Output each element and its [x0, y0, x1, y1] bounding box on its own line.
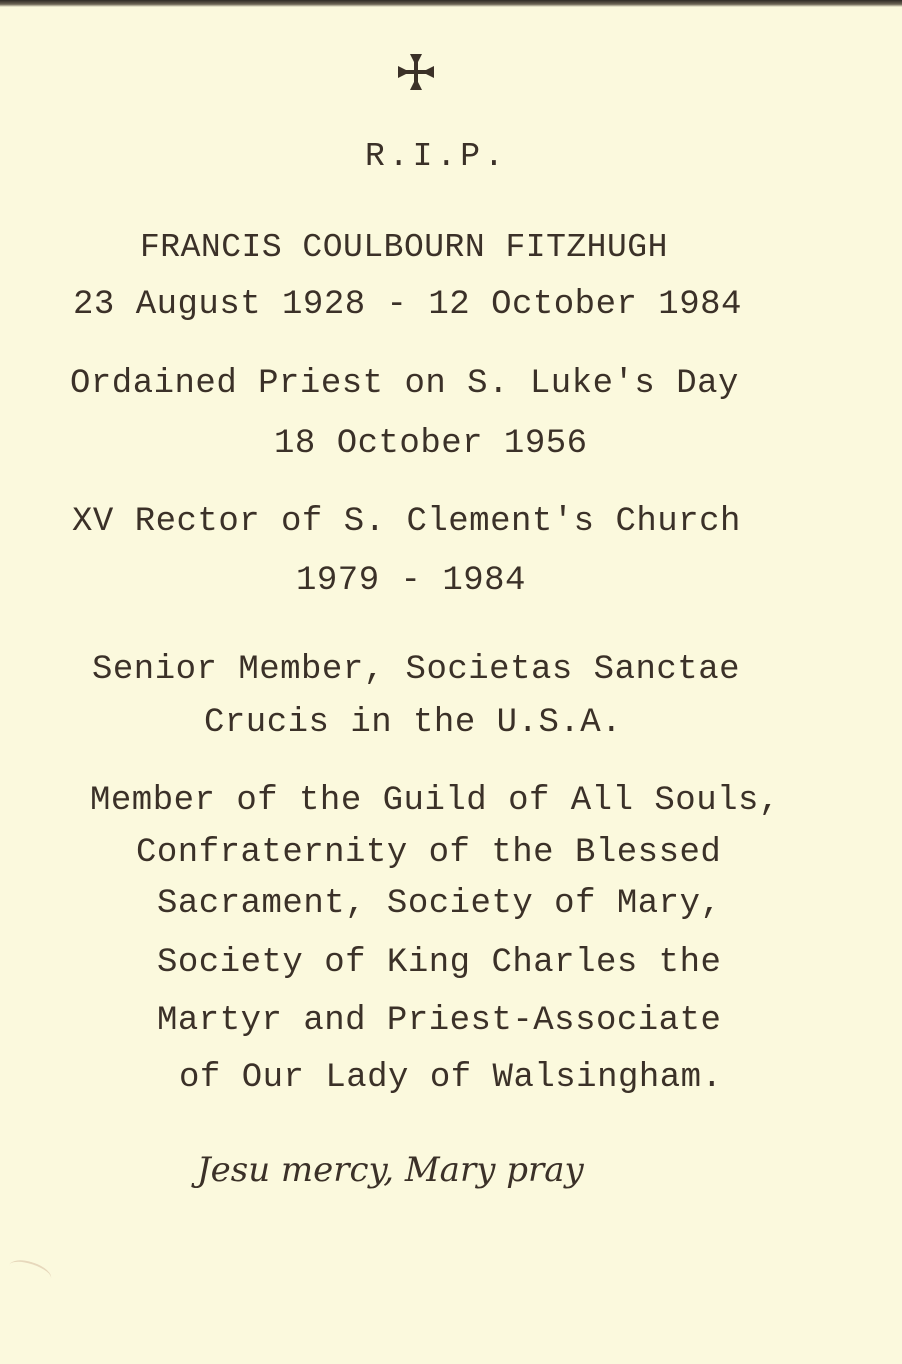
senior-member-line: Senior Member, Societas Sanctae — [92, 651, 741, 689]
membership-line: Sacrament, Society of Mary, — [157, 885, 722, 923]
rector-line: XV Rector of S. Clement's Church — [72, 503, 741, 541]
senior-member-line: Crucis in the U.S.A. — [204, 704, 623, 742]
rector-years: 1979 - 1984 — [296, 562, 526, 600]
membership-line: of Our Lady of Walsingham. — [179, 1059, 723, 1097]
membership-line: Society of King Charles the — [157, 944, 722, 982]
ordination-line: Ordained Priest on S. Luke's Day — [70, 365, 739, 403]
membership-line: Martyr and Priest-Associate — [157, 1002, 722, 1040]
paper-smudge — [6, 1256, 54, 1289]
life-dates: 23 August 1928 - 12 October 1984 — [73, 286, 742, 324]
ordination-date: 18 October 1956 — [274, 425, 588, 463]
deceased-name: FRANCIS COULBOURN FITZHUGH — [140, 229, 668, 266]
membership-line: Member of the Guild of All Souls, — [90, 782, 780, 820]
closing-prayer: Jesu mercy, Mary pray — [197, 1150, 584, 1190]
membership-line: Confraternity of the Blessed — [136, 834, 722, 872]
cross-pattee-icon — [396, 52, 436, 92]
card-top-edge — [0, 0, 902, 7]
rip-heading: R.I.P. — [365, 138, 508, 175]
